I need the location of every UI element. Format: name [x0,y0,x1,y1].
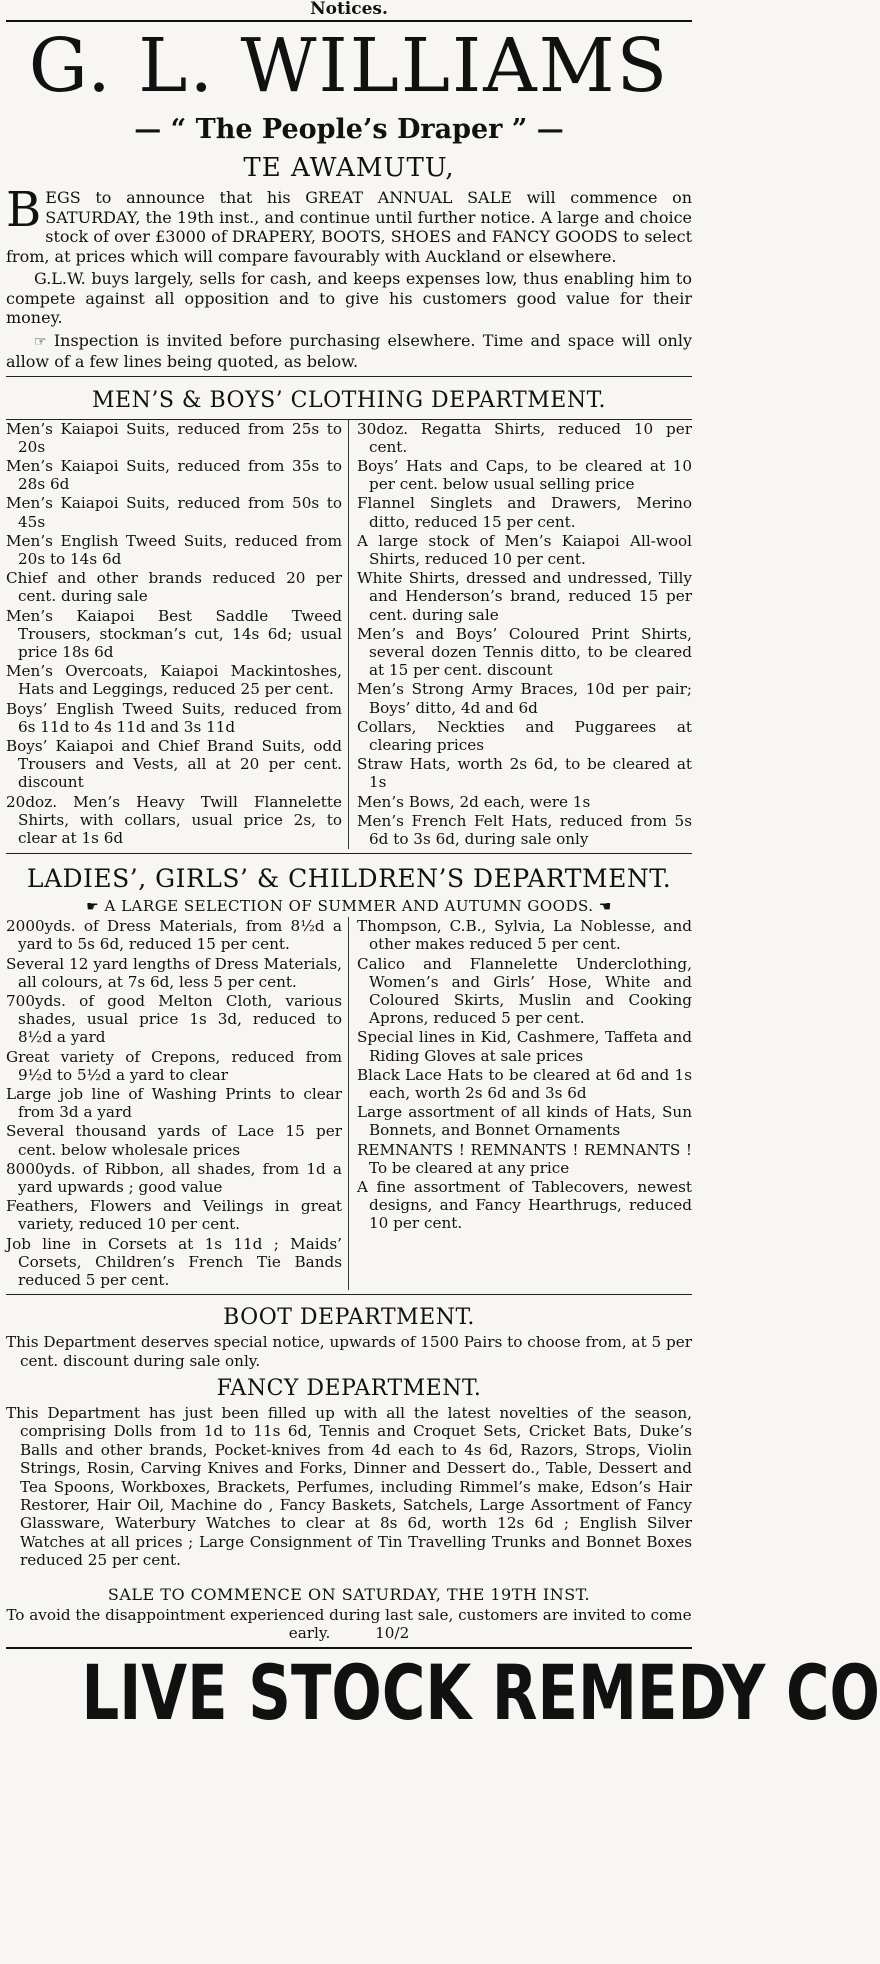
list-item: Job line in Corsets at 1s 11d ; Maids’ Corsets, Children’s French Tie Bands reduced 5 per cent. [6,1234,342,1290]
closing-text [6,1606,692,1643]
tagline: — “ The People’s Draper ” — [134,114,564,145]
list-item: Men’s Kaiapoi Suits, reduced from 35s to 28s 6d [6,456,342,494]
list-item: Large job line of Washing Prints to clear from 3d a yard [6,1085,342,1122]
ladies-columns [6,917,692,1290]
pointing-hand-right-icon: ☛ [86,899,100,916]
paragraph-buys-largely: G.L.W. buys largely, sells for cash, and keeps expenses low, thus enabling him to compete against all opposition and to give his customers good value for their money. [6,269,692,327]
list-item: Flannel Singlets and Drawers, Merino ditto, reduced 15 per cent. [357,494,692,531]
divider [6,1294,692,1295]
intro-paragraph [6,182,692,266]
list-item: 30doz. Regatta Shirts, reduced 10 per cent. [357,419,692,456]
list-item: Men’s Kaiapoi Suits, reduced from 50s to 45s [6,494,342,531]
pointing-hand-left-icon: ☚ [598,899,612,916]
boot-department-text: This Department deserves special notice, upwards of 1500 Pairs to choose from, at 5 per cent. discount during sale only. [6,1333,692,1370]
list-item: Boys’ Kaiapoi and Chief Brand Suits, odd Trousers and Vests, all at 20 per cent. discount [6,736,342,792]
sale-notice: SALE TO COMMENCE ON SATURDAY, THE 19TH INST. [107,1584,591,1604]
advertiser-name: G. L. WILLIAMS [28,23,670,109]
list-item: Men’s English Tweed Suits, reduced from 20s to 14s 6d [6,531,342,568]
list-item: Men’s Overcoats, Kaiapoi Mackintoshes, Hats and Leggings, reduced 25 per cent. [6,662,342,699]
list-item: Special lines in Kid, Cashmere, Taffeta and Riding Gloves at sale prices [357,1028,692,1065]
closing-message: To avoid the disappointment experienced during last sale, customers are invited to come early. [6,1605,692,1643]
boot-department-heading: BOOT DEPARTMENT. [223,1305,475,1331]
list-item: 2000yds. of Dress Materials, from 8½d a yard to 5s 6d, reduced 15 per cent. [6,917,342,954]
list-item: Men’s Bows, 2d each, were 1s [357,792,591,811]
list-item: Men’s and Boys’ Coloured Print Shirts, several dozen Tennis ditto, to be cleared at 15 per cent. discount [357,624,692,680]
list-item: Boys’ Hats and Caps, to be cleared at 10 per cent. below usual selling price [357,456,692,494]
list-item: Chief and other brands reduced 20 per cent. during sale [6,569,342,606]
list-item: White Shirts, dressed and undressed, Tilly and Henderson’s brand, reduced 15 per cent. during sale [357,569,692,624]
section-header-text: Notices. [310,0,388,19]
ladies-department-heading: LADIES’, GIRLS’ & CHILDREN’S DEPARTMENT. [26,864,672,894]
mens-right-column [349,420,692,850]
pointing-hand-icon: ☞ [34,333,47,350]
ladies-right-column [349,917,692,1290]
list-item: Men’s Strong Army Braces, 10d per pair; Boys’ ditto, 4d and 6d [357,680,692,717]
list-item: Men’s Kaiapoi Suits, reduced from 25s to 20s [6,419,342,456]
list-item: A large stock of Men’s Kaiapoi All-wool Shirts, reduced 10 per cent. [357,531,692,568]
ladies-left-column [6,917,349,1290]
list-item: A fine assortment of Tablecovers, newest designs, and Fancy Hearthrugs, reduced 10 per cent. [357,1178,692,1233]
section-header [6,0,692,18]
mens-left-column [6,420,349,850]
list-item: REMNANTS ! REMNANTS ! REMNANTS ! To be cleared at any price [357,1140,692,1177]
list-item: Men’s Kaiapoi Best Saddle Tweed Trousers, stockman’s cut, 14s 6d; usual price 18s 6d [6,606,342,661]
list-item: Great variety of Crepons, reduced from 9½d to 5½d a yard to clear [6,1047,342,1084]
mens-department-heading: MEN’S & BOYS’ CLOTHING DEPARTMENT. [92,387,606,413]
divider [6,853,692,854]
list-item: Boys’ English Tweed Suits, reduced from 6s 11d to 4s 11d and 3s 11d [6,699,342,736]
list-item: 8000yds. of Ribbon, all shades, from 1d a yard upwards ; good value [6,1159,342,1197]
town-name: TE AWAMUTU, [243,153,455,183]
list-item: Feathers, Flowers and Veilings in great variety, reduced 10 per cent. [6,1197,342,1234]
fancy-department-heading: FANCY DEPARTMENT. [216,1376,482,1402]
list-item: Men’s French Felt Hats, reduced from 5s 6d to 3s 6d, during sale only [357,811,692,848]
reference-number: 10/2 [375,1624,410,1643]
list-item: Several thousand yards of Lace 15 per cent. below wholesale prices [6,1122,342,1159]
fancy-department-text: This Department has just been filled up with all the latest novelties of the season, comprising Dolls from 1d to 11s 6d, Tennis and Croquet Sets, Cricket Bats, Duke’s Balls and other brands, Pocket-knives from 4d each to 4s 6d, Razors, Strops, Violin Strings, Rosin, Carving Knives and Forks, Dinner and Dessert do., Table, Dessert and Tea Spoons, Workboxes, Brackets, Perfumes, including Rimmel’s make, Edson’s Hair Restorer, Hair Oil, Machine do , Fancy Baskets, Satchels, Large Assortment of Fancy Glassware, Waterbury Watches to clear at 8s 6d, worth 12s 6d ; English Silver Watches at all prices ; Large Consignment of Tin Travelling Trunks and Bonnet Boxes reduced 25 per cent. [6,1404,692,1570]
list-item: 700yds. of good Melton Cloth, various shades, usual price 1s 3d, reduced to 8½d a yard [6,991,342,1047]
intro-text: EGS to announce that his GREAT ANNUAL SALE will commence on SATURDAY, the 19th inst., and continue until further notice. A large and choice stock of over £3000 of DRAPERY, BOOTS, SHOES and FANCY GOODS to select from, at prices which will compare favourably with Auckland or elsewhere. [6,188,692,266]
drop-cap: B [6,182,42,238]
divider [6,376,692,377]
list-item: Thompson, C.B., Sylvia, La Noblesse, and other makes reduced 5 per cent. [357,917,692,954]
list-item: Large assortment of all kinds of Hats, Sun Bonnets, and Bonnet Ornaments [357,1103,692,1140]
ladies-subheading [6,896,692,917]
ladies-subheading-text: A LARGE SELECTION OF SUMMER AND AUTUMN GOODS. [104,897,594,916]
list-item: Straw Hats, worth 2s 6d, to be cleared at 1s [357,755,692,792]
next-advertisement-title: LIVE STOCK REMEDY CO [81,1647,880,1737]
inspection-text: Inspection is invited before purchasing elsewhere. Time and space will only allow of a few lines being quoted, as below. [6,330,692,371]
list-item: 20doz. Men’s Heavy Twill Flannelette Shirts, with collars, usual price 2s, to clear at 1s 6d [6,792,342,847]
paragraph-inspection [6,331,692,372]
newspaper-page [6,0,880,1964]
list-item: Several 12 yard lengths of Dress Materials, all colours, at 7s 6d, less 5 per cent. [6,954,342,991]
list-item: Collars, Neckties and Puggarees at clearing prices [357,717,692,754]
list-item: Black Lace Hats to be cleared at 6d and 1s each, worth 2s 6d and 3s 6d [357,1065,692,1102]
mens-columns [6,420,692,850]
list-item: Calico and Flannelette Underclothing, Women’s and Girls’ Hose, White and Coloured Skirts, Muslin and Cooking Aprons, reduced 5 per cent. [357,954,692,1028]
